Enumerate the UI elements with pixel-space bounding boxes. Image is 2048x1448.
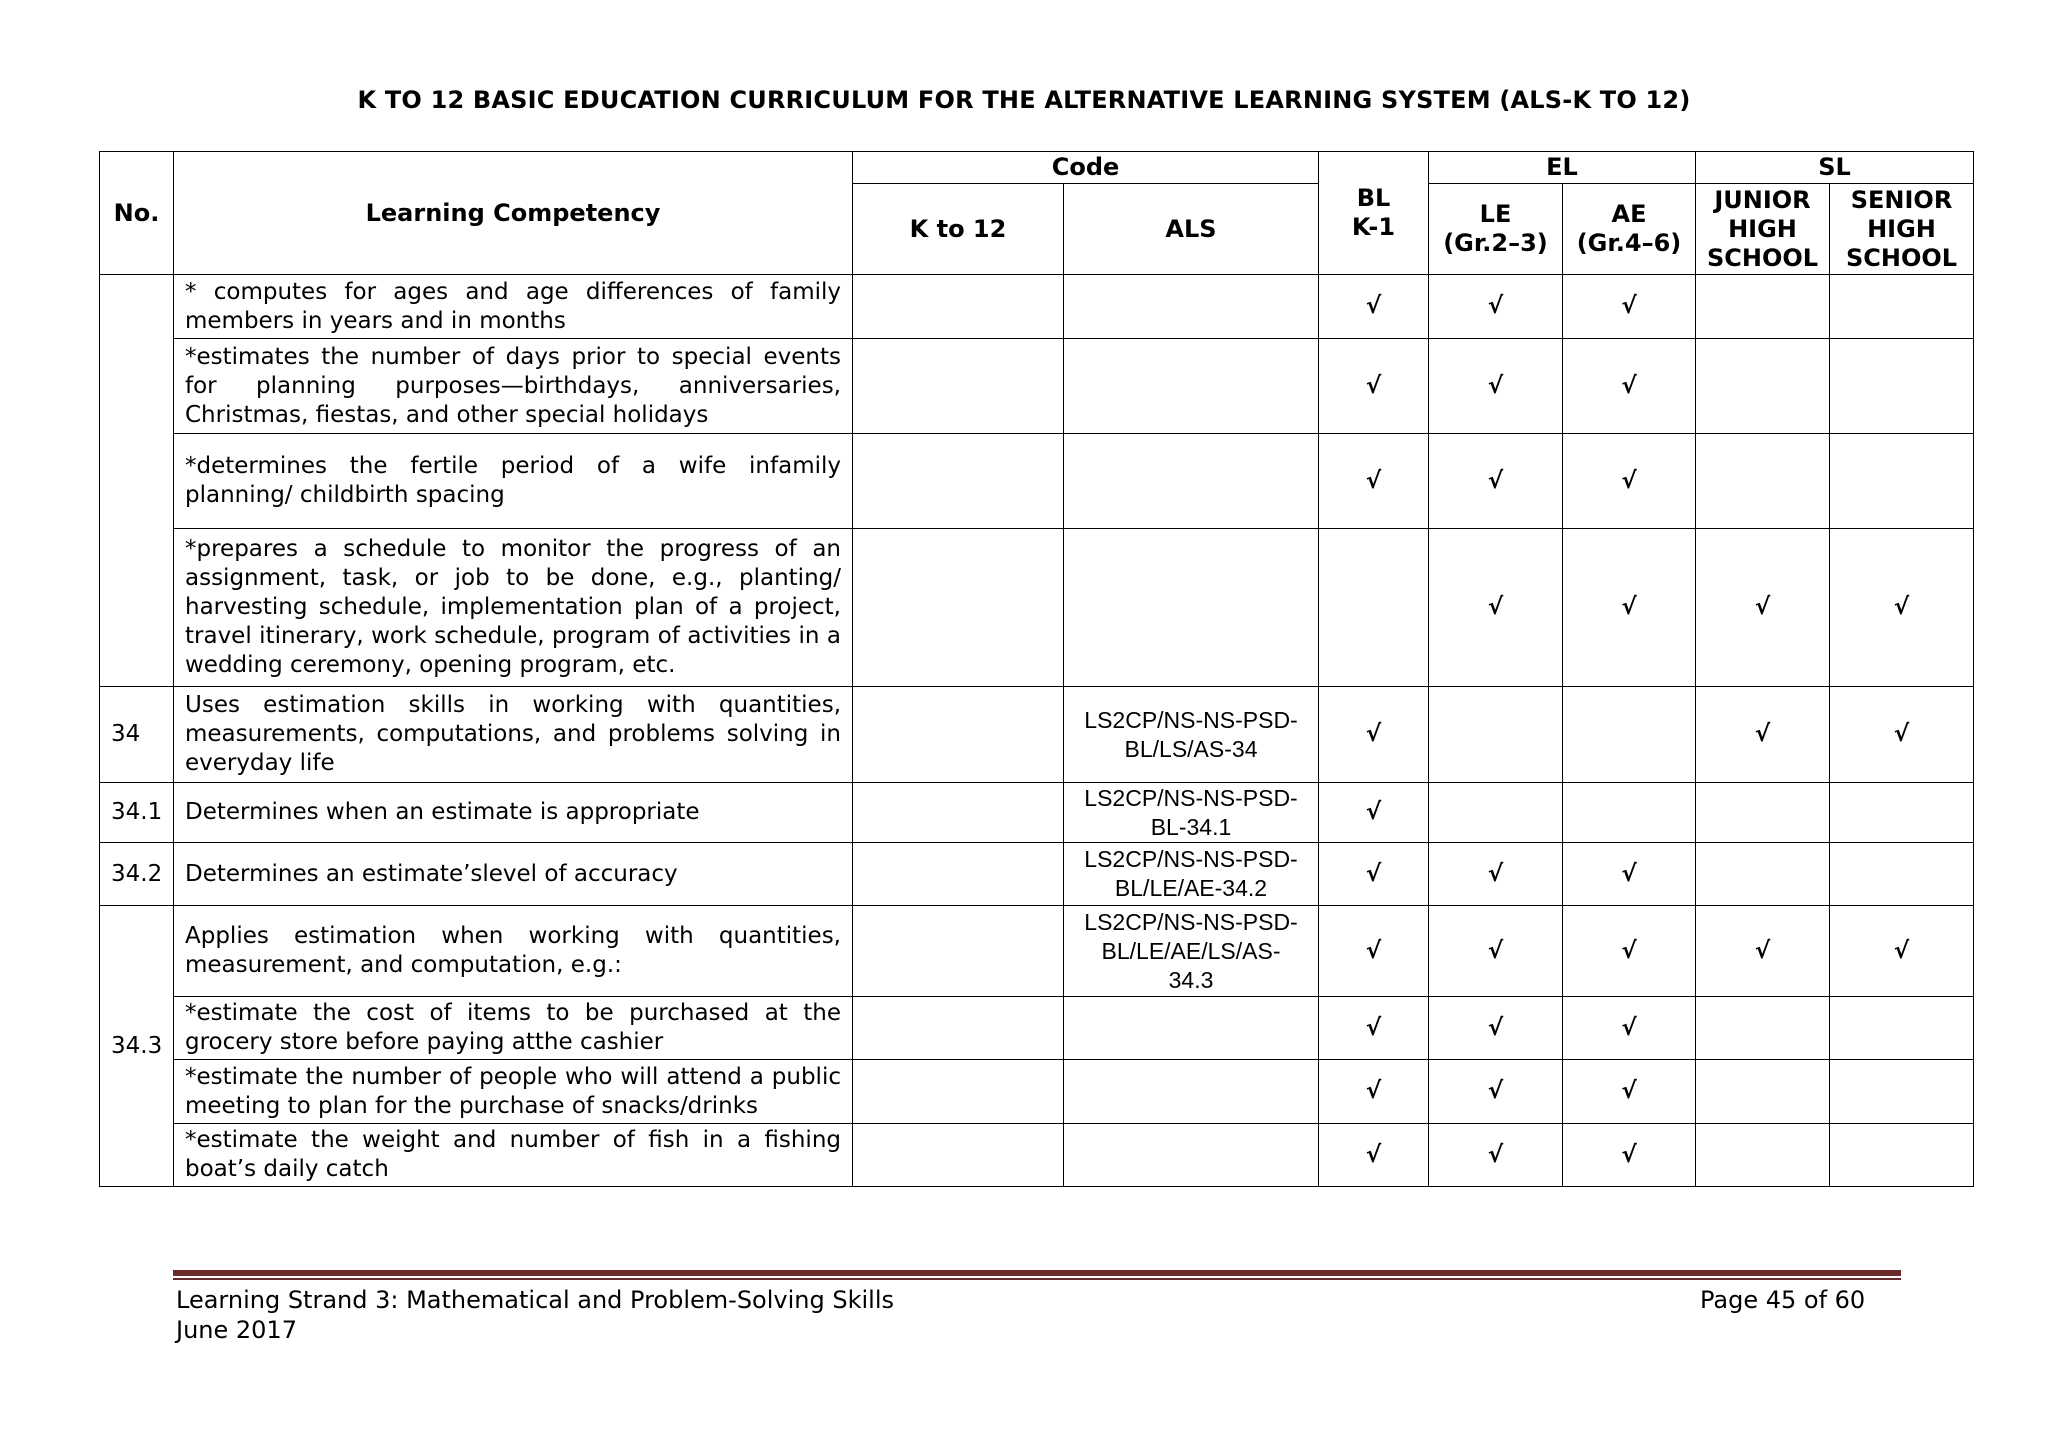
als-code-line: BL-34.1 <box>1150 813 1232 840</box>
header-shs <box>1830 184 1974 275</box>
cell-bl: √ <box>1319 906 1429 997</box>
cell-ae <box>1563 783 1696 843</box>
cell-le: √ <box>1429 339 1563 434</box>
als-code-line: 34.3 <box>1168 966 1214 993</box>
cell-bl: √ <box>1319 783 1429 843</box>
cell-bl <box>1319 529 1429 687</box>
cell-als <box>1064 434 1319 529</box>
als-code-line: LS2CP/NS-NS-PSD- <box>1084 908 1298 935</box>
cell-k12 <box>853 434 1064 529</box>
cell-als <box>1064 1124 1319 1187</box>
header-le-line2: (Gr.2–3) <box>1443 229 1548 257</box>
cell-jhs <box>1696 843 1830 906</box>
cell-bl: √ <box>1319 843 1429 906</box>
cell-jhs: √ <box>1696 529 1830 687</box>
cell-ae: √ <box>1563 1124 1696 1187</box>
table-row <box>100 783 1974 843</box>
header-le <box>1429 184 1563 275</box>
cell-le <box>1429 783 1563 843</box>
table-row <box>100 997 1974 1060</box>
cell-shs <box>1830 783 1974 843</box>
header-bl <box>1319 152 1429 275</box>
cell-competency: Uses estimation skills in working with quantities, measurements, computations, and problems solving in everyday life <box>174 687 853 783</box>
footer-divider-thin <box>173 1278 1901 1280</box>
table-row <box>100 906 1974 997</box>
cell-no: 34.2 <box>100 843 174 906</box>
cell-jhs <box>1696 339 1830 434</box>
cell-ae <box>1563 687 1696 783</box>
cell-k12 <box>853 783 1064 843</box>
cell-als <box>1064 1060 1319 1124</box>
cell-ae: √ <box>1563 339 1696 434</box>
cell-competency: Determines an estimate’slevel of accuracy <box>174 843 853 906</box>
cell-competency: *prepares a schedule to monitor the progress of an assignment, task, or job to be done, e.g., planting/ harvesting schedule, implementation plan of a project, travel itinerary, work schedule, program of activities in a wedding ceremony, opening program, etc. <box>174 529 853 687</box>
table-row <box>100 339 1974 434</box>
cell-shs: √ <box>1830 529 1974 687</box>
cell-le: √ <box>1429 997 1563 1060</box>
cell-k12 <box>853 997 1064 1060</box>
cell-no: 34.1 <box>100 783 174 843</box>
header-jhs-line3: SCHOOL <box>1706 243 1819 272</box>
cell-jhs: √ <box>1696 906 1830 997</box>
cell-als <box>1064 275 1319 339</box>
table-row <box>100 843 1974 906</box>
cell-jhs <box>1696 434 1830 529</box>
cell-competency: *estimates the number of days prior to special events for planning purposes—birthdays, anniversaries, Christmas, fiestas, and other special holidays <box>174 339 853 434</box>
cell-k12 <box>853 906 1064 997</box>
cell-shs: √ <box>1830 906 1974 997</box>
header-k12: K to 12 <box>853 184 1064 275</box>
als-code-line: BL/LE/AE-34.2 <box>1114 875 1268 901</box>
header-shs-line2: HIGH <box>1867 214 1936 243</box>
cell-bl: √ <box>1319 1060 1429 1124</box>
document-title: K TO 12 BASIC EDUCATION CURRICULUM FOR THE ALTERNATIVE LEARNING SYSTEM (ALS-K TO 12) <box>357 86 1691 114</box>
cell-ae: √ <box>1563 275 1696 339</box>
cell-ae: √ <box>1563 843 1696 906</box>
cell-competency: Applies estimation when working with quantities, measurement, and computation, e.g.: <box>174 906 853 997</box>
cell-ae: √ <box>1563 1060 1696 1124</box>
cell-jhs <box>1696 783 1830 843</box>
table-row <box>100 434 1974 529</box>
cell-bl: √ <box>1319 275 1429 339</box>
footer-left <box>176 1285 894 1345</box>
header-no: No. <box>100 152 174 275</box>
header-shs-line1: SENIOR <box>1850 185 1953 214</box>
cell-k12 <box>853 339 1064 434</box>
header-el: EL <box>1429 152 1696 184</box>
cell-bl: √ <box>1319 997 1429 1060</box>
cell-competency: *estimate the number of people who will attend a public meeting to plan for the purchase of snacks/drinks <box>174 1060 853 1124</box>
cell-le: √ <box>1429 906 1563 997</box>
cell-le: √ <box>1429 1124 1563 1187</box>
table-row <box>100 1124 1974 1187</box>
cell-als <box>1064 843 1319 906</box>
cell-ae: √ <box>1563 434 1696 529</box>
header-jhs <box>1696 184 1830 275</box>
header-code: Code <box>853 152 1319 184</box>
cell-competency: *determines the fertile period of a wife infamily planning/ childbirth spacing <box>174 434 853 529</box>
header-shs-line3: SCHOOL <box>1845 243 1958 272</box>
header-als: ALS <box>1064 184 1319 275</box>
footer-date: June 2017 <box>176 1316 297 1344</box>
cell-le: √ <box>1429 843 1563 906</box>
als-code-line: LS2CP/NS-NS-PSD- <box>1084 846 1298 872</box>
footer-strand: Learning Strand 3: Mathematical and Problem-Solving Skills <box>176 1286 894 1314</box>
cell-shs <box>1830 1060 1974 1124</box>
cell-shs <box>1830 1124 1974 1187</box>
cell-als <box>1064 687 1319 783</box>
cell-k12 <box>853 1124 1064 1187</box>
cell-competency: *estimate the cost of items to be purchased at the grocery store before paying atthe cashier <box>174 997 853 1060</box>
header-competency: Learning Competency <box>174 152 853 275</box>
cell-le <box>1429 687 1563 783</box>
header-sl: SL <box>1696 152 1974 184</box>
table-row <box>100 275 1974 339</box>
header-ae-line1: AE <box>1611 200 1647 228</box>
cell-jhs: √ <box>1696 687 1830 783</box>
header-jhs-line2: HIGH <box>1728 214 1797 243</box>
table-row <box>100 1060 1974 1124</box>
cell-shs <box>1830 339 1974 434</box>
cell-le: √ <box>1429 529 1563 687</box>
curriculum-table <box>99 151 1974 1187</box>
cell-als <box>1064 339 1319 434</box>
cell-k12 <box>853 843 1064 906</box>
table-row <box>100 529 1974 687</box>
cell-als <box>1064 906 1319 997</box>
header-jhs-line1: JUNIOR <box>1714 185 1811 214</box>
cell-le: √ <box>1429 275 1563 339</box>
header-bl-line1: BL <box>1356 184 1391 212</box>
cell-no <box>100 275 174 687</box>
cell-k12 <box>853 529 1064 687</box>
cell-jhs <box>1696 997 1830 1060</box>
cell-no: 34 <box>100 687 174 783</box>
cell-bl: √ <box>1319 687 1429 783</box>
cell-shs <box>1830 434 1974 529</box>
cell-competency: *estimate the weight and number of fish in a fishing boat’s daily catch <box>174 1124 853 1187</box>
cell-shs <box>1830 275 1974 339</box>
header-ae-line2: (Gr.4–6) <box>1576 229 1682 257</box>
cell-k12 <box>853 1060 1064 1124</box>
cell-shs: √ <box>1830 687 1974 783</box>
cell-k12 <box>853 275 1064 339</box>
cell-ae: √ <box>1563 997 1696 1060</box>
cell-bl: √ <box>1319 339 1429 434</box>
cell-bl: √ <box>1319 434 1429 529</box>
cell-le: √ <box>1429 1060 1563 1124</box>
cell-ae: √ <box>1563 529 1696 687</box>
als-code-line: LS2CP/NS-NS-PSD- <box>1084 706 1298 733</box>
cell-jhs <box>1696 275 1830 339</box>
cell-no: 34.3 <box>100 906 174 1187</box>
cell-als <box>1064 997 1319 1060</box>
cell-jhs <box>1696 1060 1830 1124</box>
cell-shs <box>1830 843 1974 906</box>
footer-divider <box>173 1270 1901 1276</box>
als-code-line: BL/LS/AS-34 <box>1124 735 1258 762</box>
als-code-line: LS2CP/NS-NS-PSD- <box>1084 784 1298 811</box>
header-le-line1: LE <box>1479 200 1512 228</box>
als-code-line: BL/LE/AE/LS/AS- <box>1101 937 1281 964</box>
cell-shs <box>1830 997 1974 1060</box>
cell-competency: * computes for ages and age differences of family members in years and in months <box>174 275 853 339</box>
cell-k12 <box>853 687 1064 783</box>
cell-ae: √ <box>1563 906 1696 997</box>
cell-als <box>1064 783 1319 843</box>
cell-bl: √ <box>1319 1124 1429 1187</box>
cell-le: √ <box>1429 434 1563 529</box>
cell-als <box>1064 529 1319 687</box>
header-ae <box>1563 184 1696 275</box>
footer-page-number: Page 45 of 60 <box>1700 1286 1866 1314</box>
header-bl-line2: K-1 <box>1351 213 1396 241</box>
cell-jhs <box>1696 1124 1830 1187</box>
table-row <box>100 687 1974 783</box>
cell-competency: Determines when an estimate is appropriate <box>174 783 853 843</box>
